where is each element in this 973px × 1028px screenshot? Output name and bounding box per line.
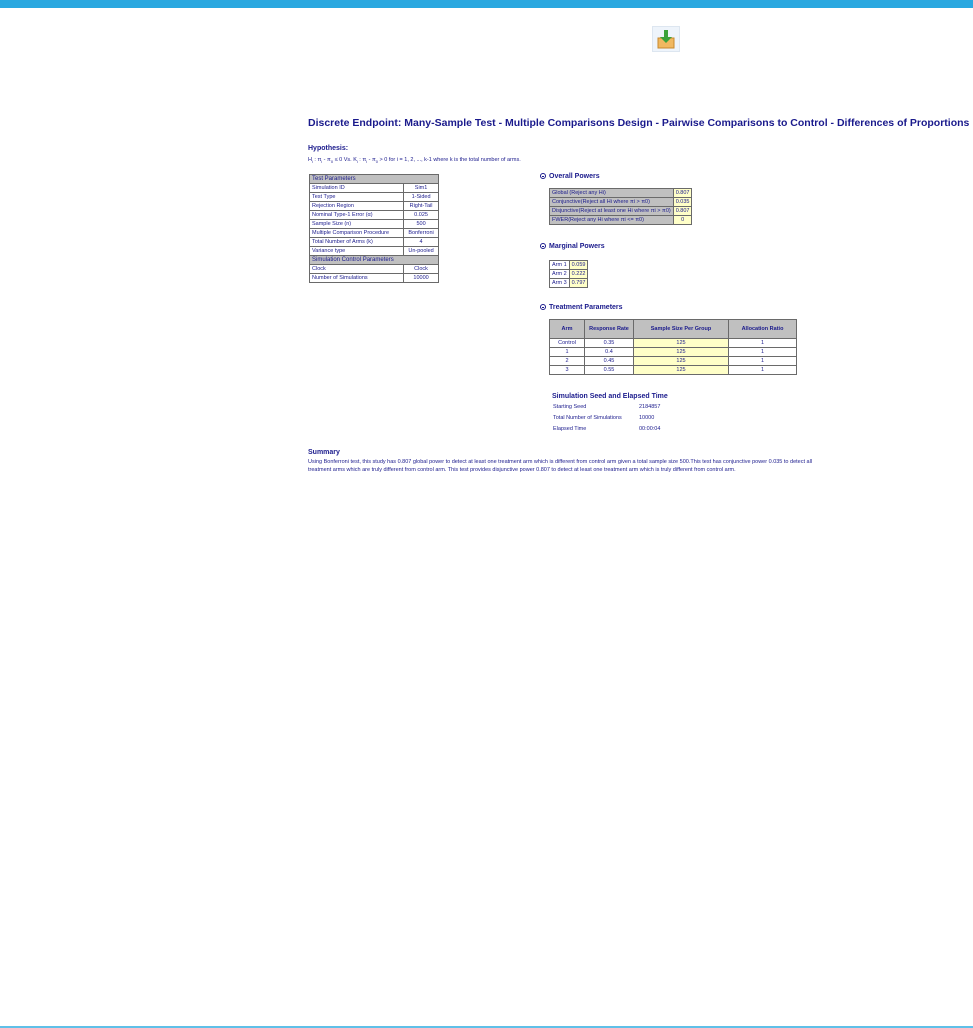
page-title: Discrete Endpoint: Many-Sample Test - Multiple Comparisons Design - Pairwise Comparisons to Control - Differences of Proportions	[308, 117, 970, 129]
table-row: Rejection Region Right-Tail	[310, 202, 439, 211]
hypothesis-heading: Hypothesis:	[308, 145, 349, 152]
collapse-icon[interactable]	[540, 304, 546, 310]
export-button[interactable]	[652, 26, 680, 52]
test-parameters-header: Test Parameters	[310, 175, 439, 184]
table-row: 1 0.4 125 1	[550, 348, 797, 357]
column-header-response-rate: Response Rate	[585, 320, 634, 339]
seed-block	[553, 404, 660, 437]
table-row: Simulation ID Sim1	[310, 184, 439, 193]
table-row: Number of Simulations 10000	[310, 274, 439, 283]
overall-powers-heading[interactable]: Overall Powers	[540, 173, 600, 180]
hypothesis-text: $H_i$ : $\pi_i - \pi_0 \le 0$ Vs. $K_i$ : $\pi_i - \pi_0 > 0$ for i = 1, 2, ..., k-1 where k is the total number of arms.	[308, 157, 521, 165]
table-row: Total Number of Arms (k) 4	[310, 238, 439, 247]
overall-powers-table	[549, 188, 692, 225]
top-accent-bar	[0, 0, 973, 8]
table-row: Arm 3 0.797	[550, 279, 588, 288]
table-row: Global (Reject any Hi) 0.807	[550, 189, 692, 198]
simulation-control-header: Simulation Control Parameters	[310, 256, 439, 265]
table-row: FWER(Reject any Hi where πi <= π0) 0	[550, 216, 692, 225]
column-header-allocation-ratio: Allocation Ratio	[729, 320, 797, 339]
collapse-icon[interactable]	[540, 243, 546, 249]
marginal-powers-heading[interactable]: Marginal Powers	[540, 243, 605, 250]
table-row: 3 0.55 125 1	[550, 366, 797, 375]
list-item: Starting Seed 2184857	[553, 404, 661, 410]
table-row: Disjunctive(Reject at least one Hi where πi > π0) 0.807	[550, 207, 692, 216]
download-arrow-icon	[653, 27, 679, 51]
treatment-parameters-table	[549, 319, 797, 375]
list-item: Elapsed Time 00:00:04	[553, 426, 661, 432]
summary-text: Using Bonferroni test, this study has 0.807 global power to detect at least one treatment arm which is different from control arm given a total sample size 500.This test has conjunctive power 0.035 to detect all treatment arms which are truly different from control arm. This test provides disjunctive power 0.807 to detect at least one treatment arm which is truly different from control arm.	[308, 459, 813, 473]
treatment-parameters-heading[interactable]: Treatment Parameters	[540, 304, 623, 311]
column-header-sample-size: Sample Size Per Group	[634, 320, 729, 339]
table-row: Multiple Comparison Procedure Bonferroni	[310, 229, 439, 238]
test-parameters-table	[309, 174, 439, 283]
summary-heading: Summary	[308, 449, 340, 456]
table-row: Conjunctive(Reject all Hi where πi > π0) 0.035	[550, 198, 692, 207]
table-row: Arm 2 0.222	[550, 270, 588, 279]
list-item: Total Number of Simulations 10000	[553, 415, 655, 421]
column-header-arm: Arm	[550, 320, 585, 339]
table-row: Arm 1 0.059	[550, 261, 588, 270]
table-row: Control 0.35 125 1	[550, 339, 797, 348]
table-row: 2 0.45 125 1	[550, 357, 797, 366]
table-row: Variance type Un-pooled	[310, 247, 439, 256]
marginal-powers-table	[549, 260, 588, 288]
table-row: Sample Size (n) 500	[310, 220, 439, 229]
collapse-icon[interactable]	[540, 173, 546, 179]
table-row: Test Type 1-Sided	[310, 193, 439, 202]
seed-heading: Simulation Seed and Elapsed Time	[552, 393, 668, 400]
table-row: Clock Clock	[310, 265, 439, 274]
table-row: Nominal Type-1 Error (α) 0.025	[310, 211, 439, 220]
